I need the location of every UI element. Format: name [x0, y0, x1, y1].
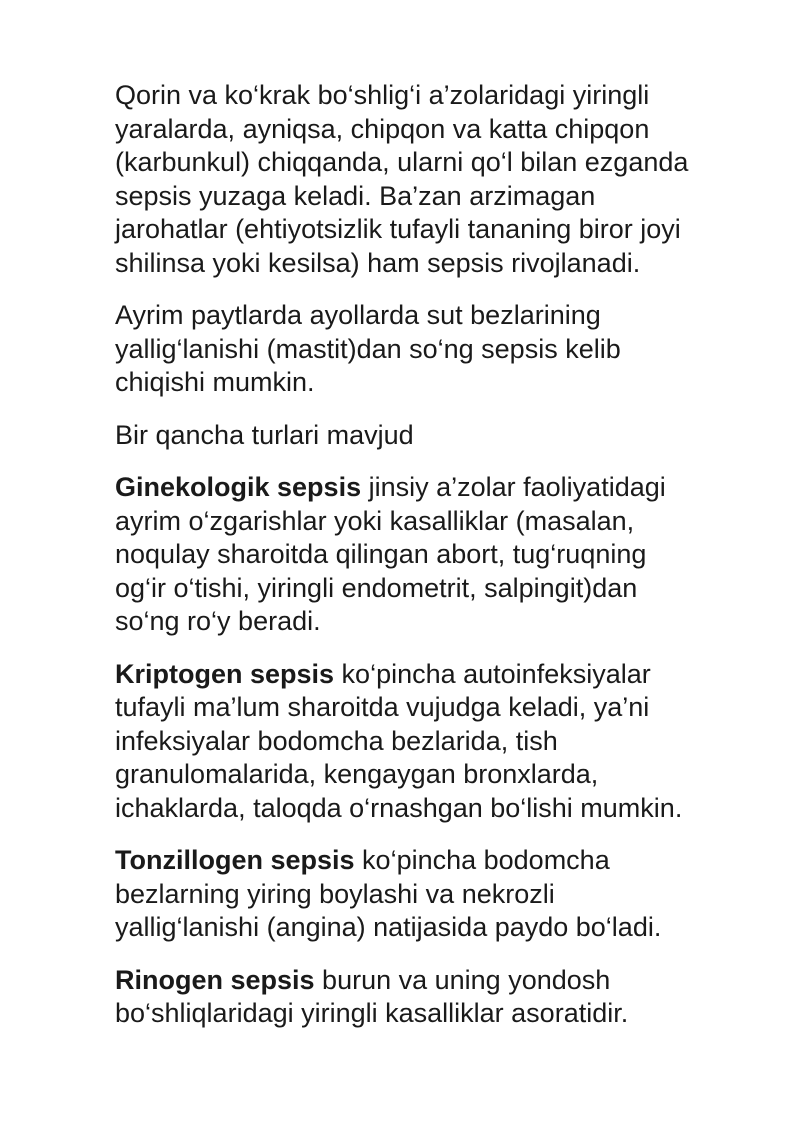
- document-page: [115, 79, 755, 1050]
- paragraph-types-intro: [115, 419, 755, 453]
- term-heading: Kriptogen sepsis: [115, 658, 335, 689]
- text-line: bo‘shliqlaridagi yiringli kasalliklar asoratidir.: [115, 998, 629, 1028]
- text-line: sepsis yuzaga keladi. Ba’zan arzimagan: [115, 180, 596, 211]
- term-heading: Tonzillogen sepsis: [115, 845, 355, 875]
- text-line: ayrim o‘zgarishlar yoki kasalliklar (masalan,: [115, 505, 635, 536]
- term-heading: Ginekologik sepsis: [115, 472, 362, 502]
- paragraph-rhinogenic-sepsis: [115, 964, 755, 1031]
- paragraph-cryptogenic-sepsis: [115, 658, 755, 826]
- text-line: so‘ng ro‘y beradi.: [115, 606, 321, 636]
- text-line: jinsiy a’zolar faoliyatidagi: [361, 472, 666, 502]
- text-line: ichaklarda, taloqda o‘rnashgan bo‘lishi mumkin.: [115, 792, 683, 823]
- text-line: chiqishi mumkin.: [115, 367, 315, 397]
- text-line: Qorin va ko‘krak bo‘shlig‘i a’zolaridagi yiringli: [115, 80, 650, 110]
- text-line: ko‘pincha autoinfeksiyalar: [334, 658, 651, 689]
- paragraph-mastitis: [115, 299, 755, 400]
- paragraph-intro: [115, 79, 755, 280]
- text-line: tufayli ma’lum sharoitda vujudga keladi, ya’ni: [115, 692, 650, 722]
- text-line: og‘ir o‘tishi, yiringli endometrit, salpingit)dan: [115, 572, 638, 603]
- text-line: yallig‘lanishi (angina) natijasida paydo bo‘ladi.: [115, 912, 662, 942]
- text-line: granulomalarida, kengaygan bronxlarda,: [115, 759, 599, 789]
- text-line: noqulay sharoitda qilingan abort, tug‘ruqning: [115, 539, 647, 569]
- text-line: ko‘pincha bodomcha: [354, 845, 610, 875]
- paragraph-tonsillogenic-sepsis: [115, 844, 755, 945]
- text-line: yaralarda, ayniqsa, chipqon va katta chipqon: [115, 113, 650, 144]
- text-line: shilinsa yoki kesilsa) ham sepsis rivojlanadi.: [115, 247, 641, 278]
- text-line: Bir qancha turlari mavjud: [115, 419, 414, 450]
- text-line: bezlarning yiring boylashi va nekrozli: [115, 878, 555, 909]
- term-heading: Rinogen sepsis: [115, 964, 315, 995]
- text-line: (karbunkul) chiqqanda, ularni qo‘l bilan ezganda: [115, 147, 689, 177]
- text-line: Ayrim paytlarda ayollarda sut bezlarining: [115, 300, 601, 330]
- paragraph-gynecological-sepsis: [115, 471, 755, 639]
- text-line: burun va uning yondosh: [314, 964, 611, 995]
- text-line: infeksiyalar bodomcha bezlarida, tish: [115, 725, 558, 756]
- text-line: jarohatlar (ehtiyotsizlik tufayli tananing biror joyi: [115, 214, 681, 244]
- text-line: yallig‘lanishi (mastit)dan so‘ng sepsis kelib: [115, 333, 621, 364]
